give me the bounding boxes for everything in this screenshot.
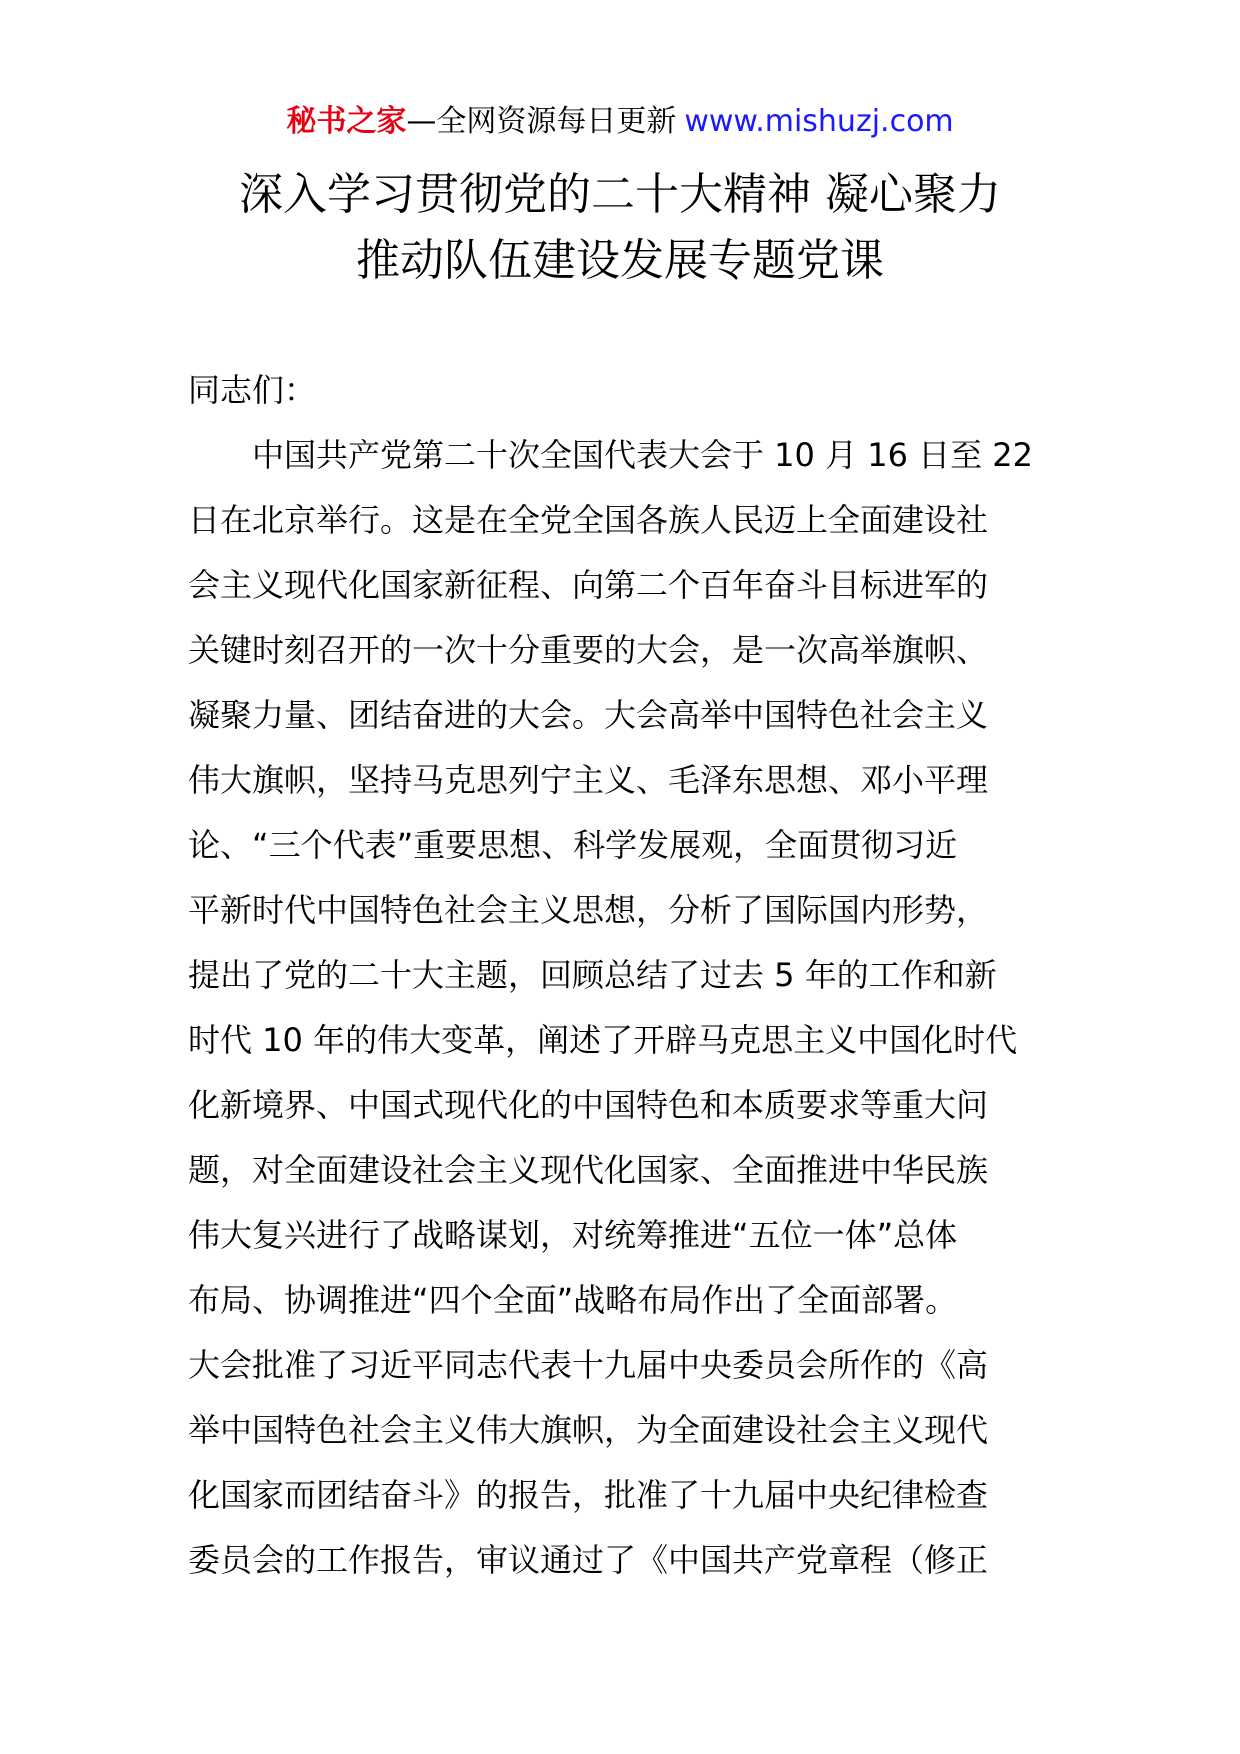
body-line: 化国家而团结奋斗》的报告，批准了十九届中央纪律检查: [188, 1476, 989, 1514]
body-line: 大会批准了习近平同志代表十九届中央委员会所作的《高: [188, 1346, 989, 1384]
body-line: 中国共产党第二十次全国代表大会于 10 月 16 日至 22: [252, 436, 1034, 474]
document-body: [188, 358, 1058, 1593]
body-line: 日在北京举行。这是在全党全国各族人民迈上全面建设社: [188, 501, 989, 539]
body-line: 伟大旗帜，坚持马克思列宁主义、毛泽东思想、邓小平理: [188, 761, 989, 799]
body-line: 凝聚力量、团结奋进的大会。大会高举中国特色社会主义: [188, 696, 989, 734]
body-line: 伟大复兴进行了战略谋划，对统筹推进“五位一体”总体: [188, 1216, 958, 1254]
body-line: 布局、协调推进“四个全面”战略布局作出了全面部署。: [188, 1281, 958, 1319]
body-line: 关键时刻召开的一次十分重要的大会，是一次高举旗帜、: [188, 631, 989, 669]
body-line: 化新境界、中国式现代化的中国特色和本质要求等重大问: [188, 1086, 989, 1124]
site-header: [0, 100, 1240, 144]
body-line: 提出了党的二十大主题，回顾总结了过去 5 年的工作和新: [188, 956, 997, 994]
body-line: 题，对全面建设社会主义现代化国家、全面推进中华民族: [188, 1151, 989, 1189]
body-line: 举中国特色社会主义伟大旗帜，为全面建设社会主义现代: [188, 1411, 989, 1449]
brand-name: 秘书之家: [286, 104, 407, 139]
site-url-link[interactable]: www.mishuzj.com: [684, 104, 954, 139]
salutation: 同志们：: [188, 371, 317, 409]
body-line: 论、“三个代表”重要思想、科学发展观，全面贯彻习近: [188, 826, 958, 864]
body-line: 委员会的工作报告，审议通过了《中国共产党章程（修正: [188, 1541, 989, 1579]
title-line-2: 推动队伍建设发展专题党课: [356, 235, 884, 286]
body-line: 平新时代中国特色社会主义思想，分析了国际国内形势，: [188, 891, 989, 929]
body-line: 会主义现代化国家新征程、向第二个百年奋斗目标进军的: [188, 566, 989, 604]
document-title: [0, 162, 1240, 294]
header-tagline: —全网资源每日更新: [406, 104, 677, 139]
title-line-1: 深入学习贯彻党的二十大精神 凝心聚力: [239, 169, 1001, 220]
body-line: 时代 10 年的伟大变革，阐述了开辟马克思主义中国化时代: [188, 1021, 1018, 1059]
